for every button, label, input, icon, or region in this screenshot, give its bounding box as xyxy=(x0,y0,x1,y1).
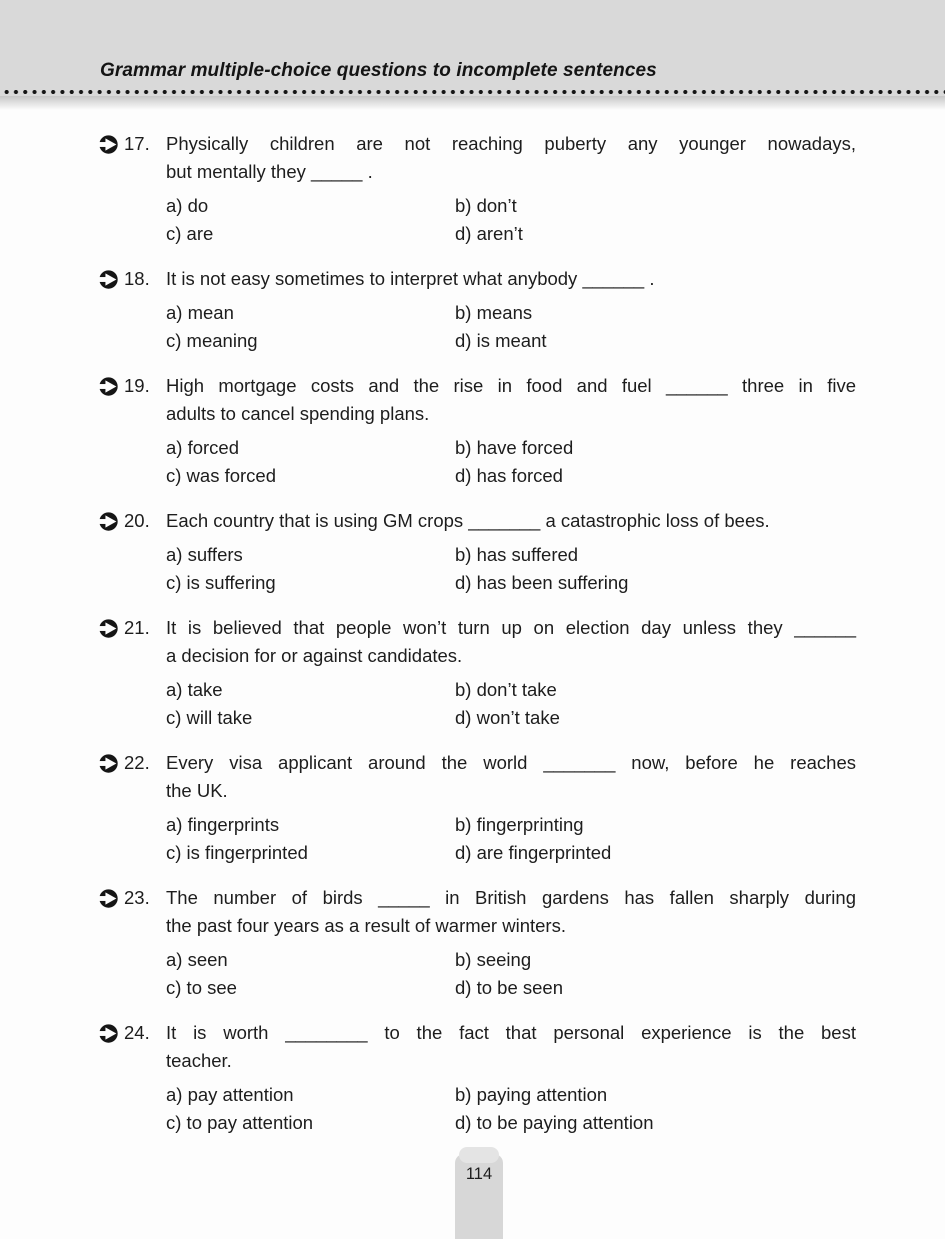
page-number: 114 xyxy=(465,1165,493,1183)
option-a: a) mean xyxy=(166,302,234,323)
option-d: d) aren’t xyxy=(455,223,523,244)
options xyxy=(166,811,856,867)
question-24 xyxy=(98,1019,856,1137)
arrow-bullet-icon xyxy=(98,507,120,535)
question-body xyxy=(166,507,856,597)
question-body xyxy=(166,1019,856,1137)
arrow-bullet-icon xyxy=(98,884,120,912)
dotted-divider xyxy=(0,88,945,96)
question-22 xyxy=(98,749,856,867)
question-text-line: the UK. xyxy=(166,780,228,801)
questions-list xyxy=(0,110,945,1137)
question-18 xyxy=(98,265,856,355)
question-body xyxy=(166,884,856,1002)
question-text xyxy=(166,372,856,428)
question-text xyxy=(166,265,856,293)
header-shadow xyxy=(0,96,945,110)
option-b: b) don’t take xyxy=(455,679,557,700)
option-a: a) forced xyxy=(166,437,240,458)
question-text xyxy=(166,507,856,535)
option-c: c) to pay attention xyxy=(166,1112,314,1133)
option-d: d) is meant xyxy=(455,330,547,351)
option-b: b) fingerprinting xyxy=(455,814,584,835)
question-text-line: High mortgage costs and the rise in food and fuel ______ three in five xyxy=(166,375,856,396)
question-body xyxy=(166,372,856,490)
option-a: a) pay attention xyxy=(166,1084,294,1105)
question-text xyxy=(166,614,856,670)
question-text-line: teacher. xyxy=(166,1050,232,1071)
question-19 xyxy=(98,372,856,490)
option-d: d) has forced xyxy=(455,465,563,486)
options xyxy=(166,299,856,355)
question-body xyxy=(166,749,856,867)
question-20 xyxy=(98,507,856,597)
question-text xyxy=(166,884,856,940)
options xyxy=(166,192,856,248)
option-c: c) is suffering xyxy=(166,572,276,593)
option-a: a) take xyxy=(166,679,223,700)
question-text-line: Physically children are not reaching puberty any younger nowadays, xyxy=(166,133,856,154)
question-17 xyxy=(98,130,856,248)
question-text-line: Each country that is using GM crops _______ a catastrophic loss of bees. xyxy=(166,510,770,531)
question-text xyxy=(166,749,856,805)
arrow-bullet-icon xyxy=(98,265,120,293)
question-text-line: Every visa applicant around the world _______ now, before he reaches xyxy=(166,752,856,773)
arrow-bullet-icon xyxy=(98,1019,120,1047)
question-text-line: adults to cancel spending plans. xyxy=(166,403,430,424)
option-d: d) has been suffering xyxy=(455,572,629,593)
question-text-line: It is not easy sometimes to interpret what anybody ______ . xyxy=(166,268,655,289)
question-text-line: It is believed that people won’t turn up on election day unless they ______ xyxy=(166,617,856,638)
question-23 xyxy=(98,884,856,1002)
option-c: c) are xyxy=(166,223,214,244)
question-body xyxy=(166,614,856,732)
page-number-tab xyxy=(455,1154,503,1239)
option-d: d) to be seen xyxy=(455,977,563,998)
arrow-bullet-icon xyxy=(98,614,120,642)
option-d: d) to be paying attention xyxy=(455,1112,654,1133)
options xyxy=(166,1081,856,1137)
question-text-line: It is worth ________ to the fact that personal experience is the best xyxy=(166,1022,856,1043)
option-a: a) seen xyxy=(166,949,228,970)
option-a: a) do xyxy=(166,195,209,216)
question-number: 21. xyxy=(124,617,150,638)
question-number: 19. xyxy=(124,375,150,396)
option-c: c) meaning xyxy=(166,330,258,351)
option-b: b) seeing xyxy=(455,949,532,970)
option-b: b) means xyxy=(455,302,533,323)
question-text-line: a decision for or against candidates. xyxy=(166,645,463,666)
question-text xyxy=(166,1019,856,1075)
header-band xyxy=(0,0,945,88)
arrow-bullet-icon xyxy=(98,130,120,158)
question-number: 24. xyxy=(124,1022,150,1043)
question-number: 23. xyxy=(124,887,150,908)
option-c: c) will take xyxy=(166,707,253,728)
option-a: a) fingerprints xyxy=(166,814,280,835)
arrow-bullet-icon xyxy=(98,372,120,400)
option-d: d) are fingerprinted xyxy=(455,842,612,863)
question-number: 18. xyxy=(124,268,150,289)
option-b: b) don’t xyxy=(455,195,517,216)
options xyxy=(166,541,856,597)
question-text xyxy=(166,130,856,186)
question-body xyxy=(166,265,856,355)
question-number: 17. xyxy=(124,133,150,154)
question-number: 20. xyxy=(124,510,150,531)
question-text-line: The number of birds _____ in British gardens has fallen sharply during xyxy=(166,887,856,908)
option-c: c) was forced xyxy=(166,465,277,486)
option-c: c) to see xyxy=(166,977,237,998)
option-b: b) paying attention xyxy=(455,1084,608,1105)
options xyxy=(166,676,856,732)
question-text-line: but mentally they _____ . xyxy=(166,161,373,182)
arrow-bullet-icon xyxy=(98,749,120,777)
question-text-line: the past four years as a result of warmer winters. xyxy=(166,915,566,936)
question-number: 22. xyxy=(124,752,150,773)
page-title: Grammar multiple-choice questions to incomplete sentences xyxy=(100,60,657,81)
options xyxy=(166,434,856,490)
question-body xyxy=(166,130,856,248)
option-d: d) won’t take xyxy=(455,707,560,728)
option-a: a) suffers xyxy=(166,544,243,565)
option-b: b) have forced xyxy=(455,437,574,458)
question-21 xyxy=(98,614,856,732)
options xyxy=(166,946,856,1002)
option-c: c) is fingerprinted xyxy=(166,842,308,863)
option-b: b) has suffered xyxy=(455,544,579,565)
